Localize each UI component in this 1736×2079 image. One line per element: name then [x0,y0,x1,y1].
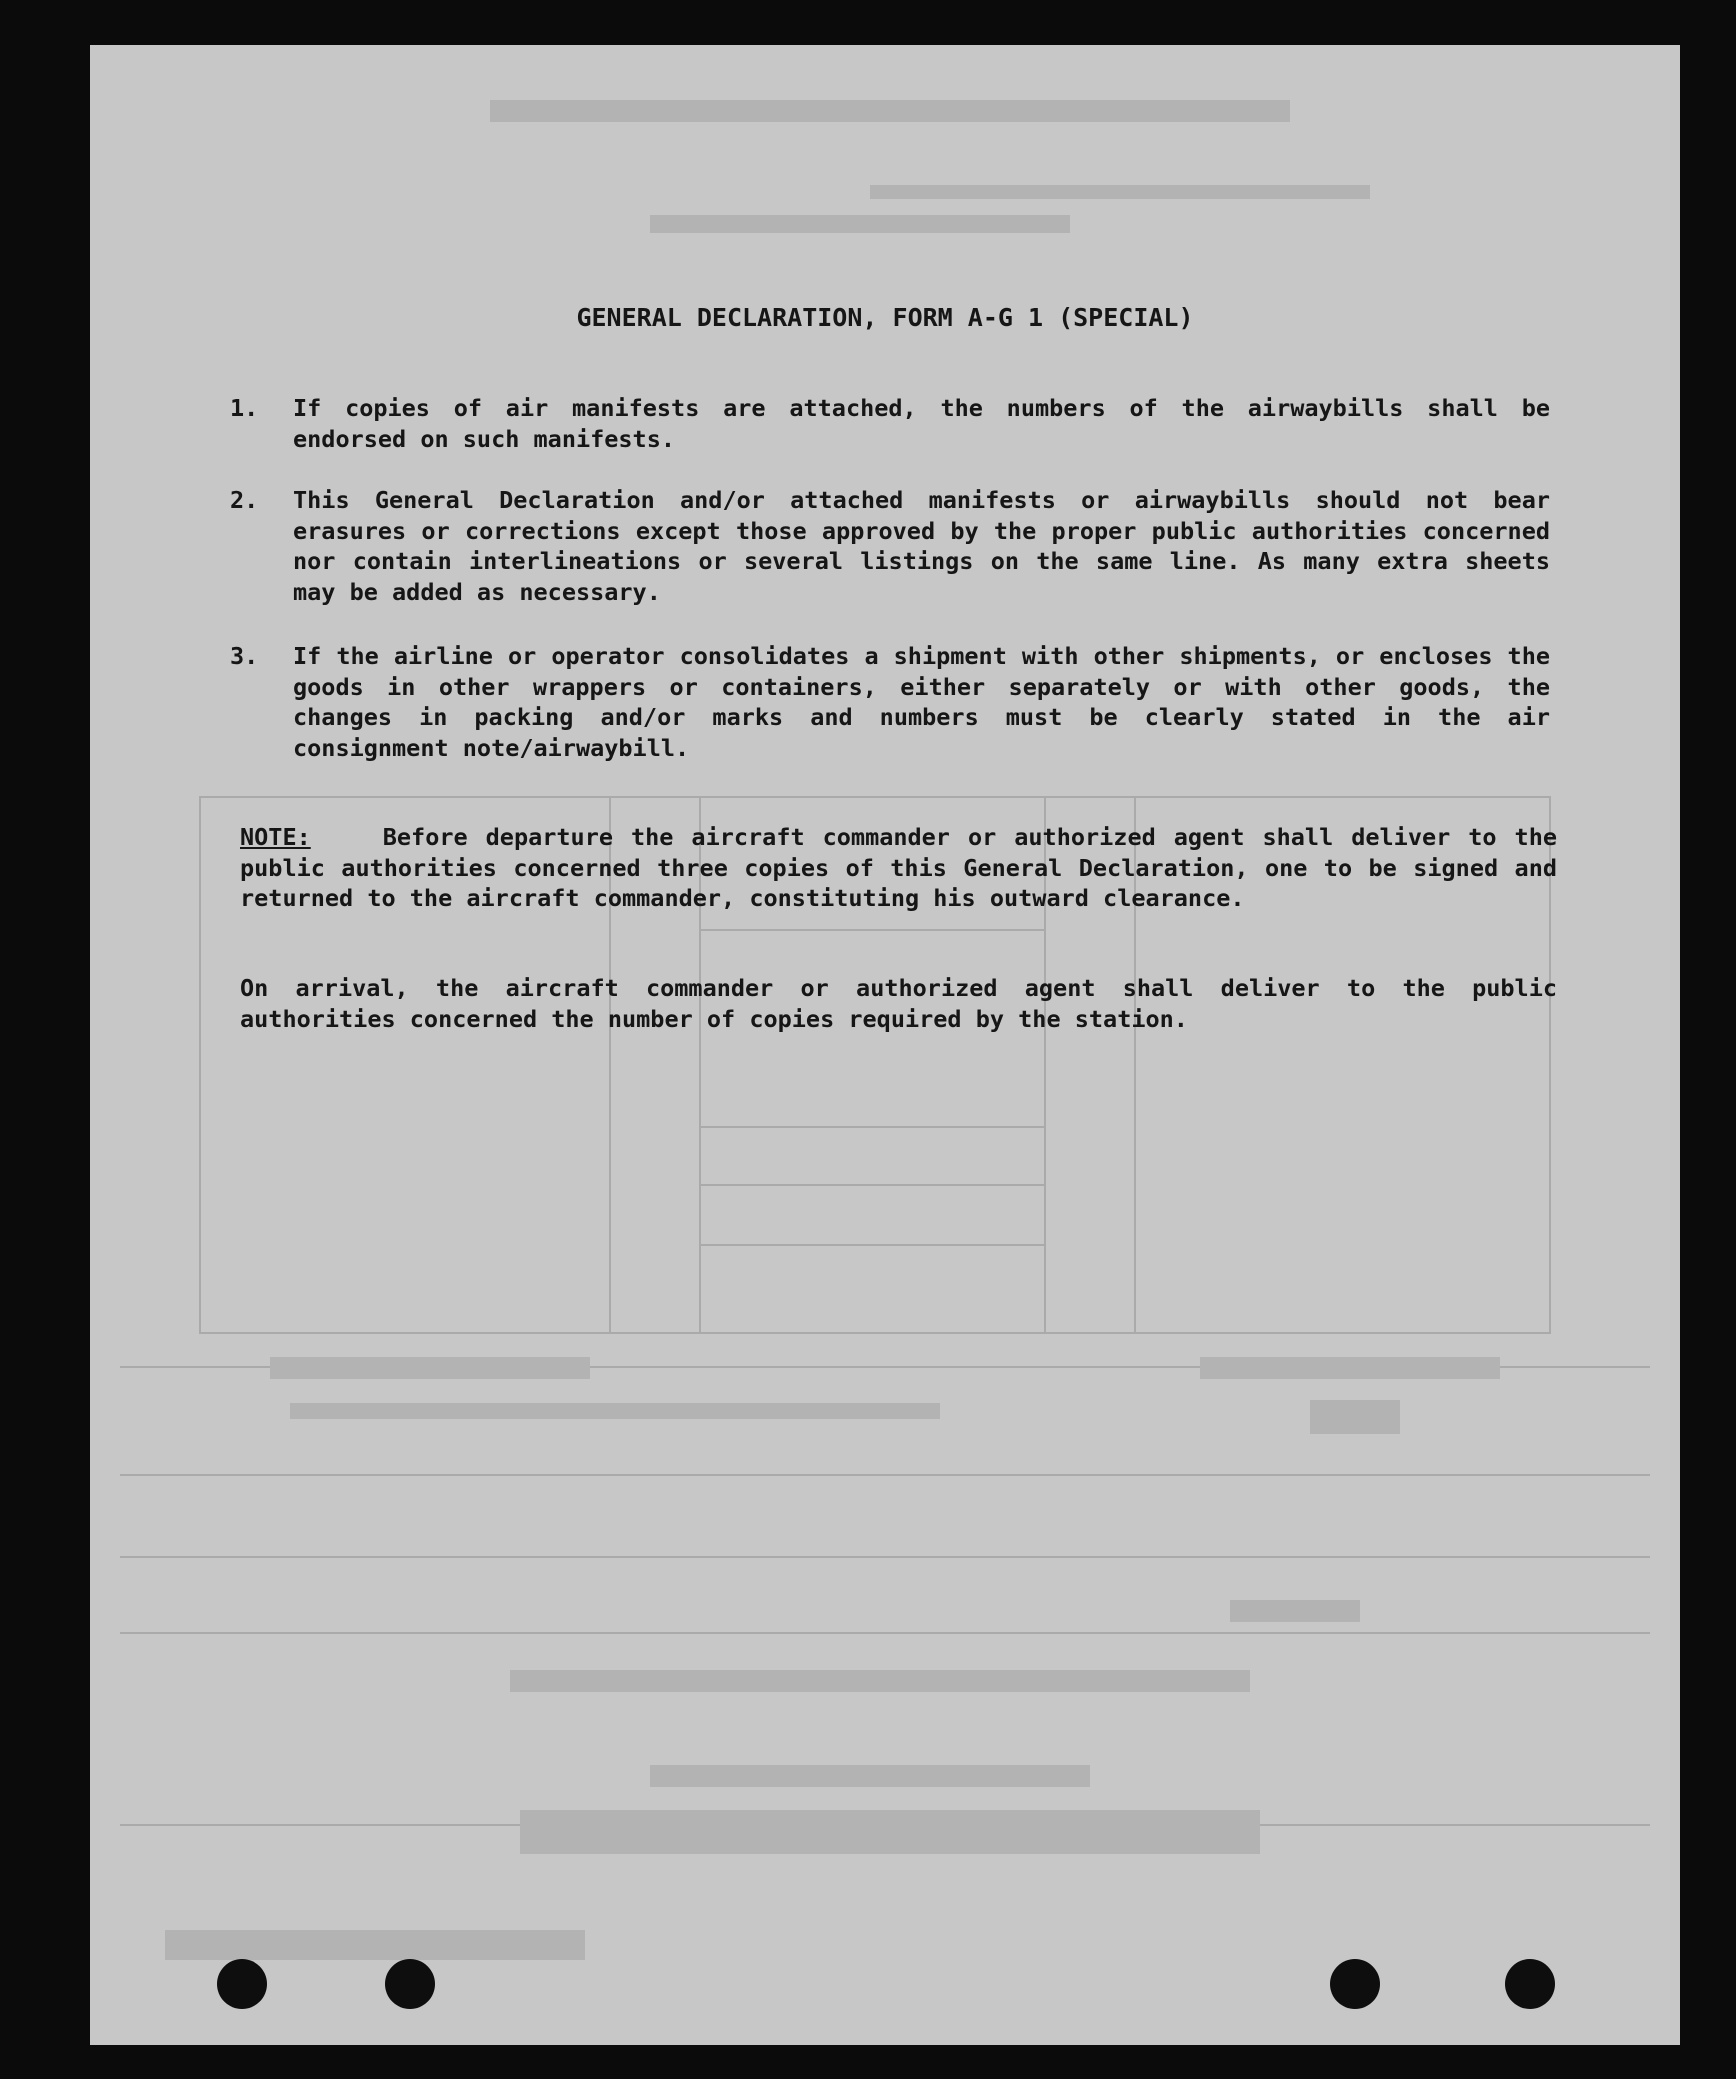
instruction-text: If the airline or operator consolidates a shipment with other shipments, or encloses the goods in other wrappers or containers, either separately or with other goods, the changes in packing and/or marks and numbers must be clearly stated in the air consignment note/airwaybill. [293,642,1550,762]
note-paragraph [240,822,1557,914]
instruction-number: 3. [230,642,259,670]
page-title: GENERAL DECLARATION, FORM A-G 1 (SPECIAL) [576,303,1194,332]
note-label: NOTE: [240,823,311,851]
document-page [90,45,1680,2045]
note-text: Before departure the aircraft commander or authorized agent shall deliver to the public authorities concerned three copies of this General Declaration, one to be signed and returned to the aircraft commander, constituting his outward clearance. [240,823,1558,912]
instruction-number: 2. [230,486,259,514]
declaration-instructions [90,45,1680,2045]
punch-hole [217,1959,267,2009]
punch-hole [1505,1959,1555,2009]
instruction-number: 1. [230,394,259,422]
instruction-text: If copies of air manifests are attached, the numbers of the airwaybills shall be endorsed on such manifests. [293,394,1550,453]
instruction-item [230,393,1550,454]
instruction-text: This General Declaration and/or attached manifests or airwaybills should not bear erasures or corrections except those approved by the proper public authorities concerned nor contain interlineations or several listings on the same line. As many extra sheets may be added as necessary. [293,486,1550,606]
arrival-paragraph: On arrival, the aircraft commander or authorized agent shall deliver to the public authorities concerned the number of copies required by the station. [240,974,1557,1033]
instruction-item [230,641,1550,763]
instruction-item [230,485,1550,607]
punch-hole [1330,1959,1380,2009]
punch-hole [385,1959,435,2009]
